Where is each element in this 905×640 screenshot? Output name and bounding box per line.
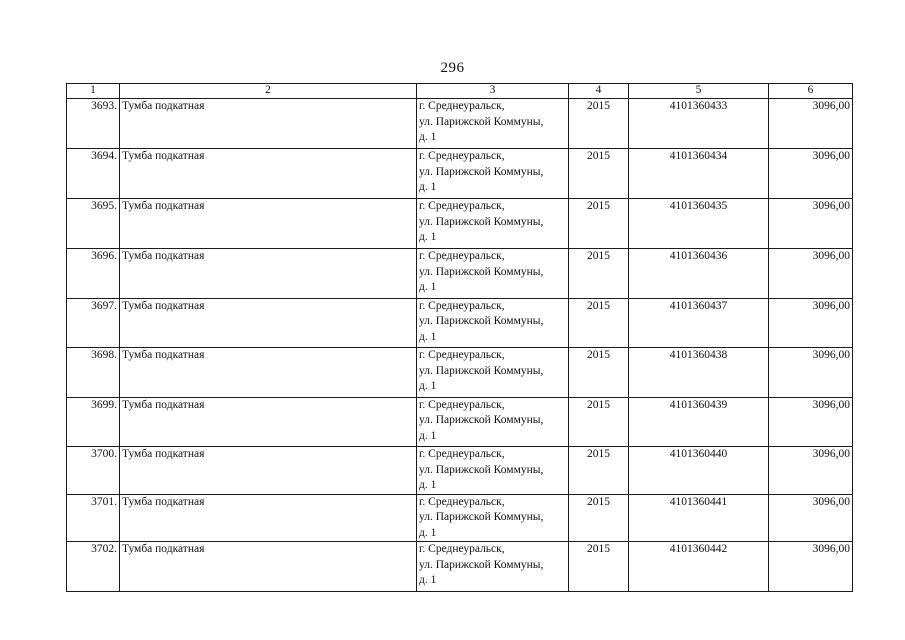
inventory-number: 4101360437 — [629, 298, 769, 348]
item-name: Тумба подкатная — [120, 397, 417, 447]
row-number: 3697. — [67, 298, 120, 348]
item-cost: 3096,00 — [769, 447, 853, 495]
address-line: ул. Парижской Коммуны, — [419, 115, 544, 128]
address-line: г. Среднеуральск, — [419, 349, 505, 361]
address-line: г. Среднеуральск, — [419, 543, 505, 555]
address-line: г. Среднеуральск, — [419, 250, 505, 262]
address-line: д. 1 — [419, 380, 437, 392]
address-line: д. 1 — [419, 281, 437, 293]
inventory-number: 4101360434 — [629, 149, 769, 199]
item-year: 2015 — [569, 199, 629, 249]
table-row — [67, 249, 853, 299]
address-line: г. Среднеуральск, — [419, 150, 505, 162]
address-line: г. Среднеуральск, — [419, 448, 505, 460]
address-line: ул. Парижской Коммуны, — [419, 414, 544, 426]
row-number: 3701. — [67, 494, 120, 542]
inventory-number: 4101360438 — [629, 348, 769, 398]
column-header-6: 6 — [769, 84, 853, 99]
item-address — [417, 397, 569, 447]
table-row — [67, 447, 853, 495]
item-name: Тумба подкатная — [120, 348, 417, 398]
item-cost: 3096,00 — [769, 542, 853, 592]
address-line: д. 1 — [419, 181, 437, 193]
item-year: 2015 — [569, 99, 629, 149]
column-header-5: 5 — [629, 84, 769, 99]
address-line: д. 1 — [419, 231, 437, 243]
item-address — [417, 149, 569, 199]
inventory-number: 4101360433 — [629, 99, 769, 149]
address-line: ул. Парижской Коммуны, — [419, 558, 544, 571]
item-address — [417, 249, 569, 299]
item-name: Тумба подкатная — [120, 298, 417, 348]
address-line: г. Среднеуральск, — [419, 200, 505, 212]
item-name: Тумба подкатная — [120, 249, 417, 299]
column-header-4: 4 — [569, 84, 629, 99]
page-number: 296 — [440, 60, 465, 76]
address-line: д. 1 — [419, 429, 437, 442]
item-year: 2015 — [569, 447, 629, 495]
item-name: Тумба подкатная — [120, 199, 417, 249]
inventory-number: 4101360442 — [629, 542, 769, 592]
item-year: 2015 — [569, 542, 629, 592]
table-row — [67, 348, 853, 398]
table-row — [67, 99, 853, 149]
item-cost: 3096,00 — [769, 249, 853, 299]
address-line: ул. Парижской Коммуны, — [419, 315, 544, 327]
item-cost: 3096,00 — [769, 99, 853, 149]
row-number: 3695. — [67, 199, 120, 249]
item-cost: 3096,00 — [769, 348, 853, 398]
inventory-number: 4101360436 — [629, 249, 769, 299]
address-line: ул. Парижской Коммуны, — [419, 215, 544, 228]
address-line: ул. Парижской Коммуны, — [419, 364, 544, 377]
address-line: д. 1 — [419, 479, 437, 491]
address-line: ул. Парижской Коммуны, — [419, 265, 544, 278]
column-header-1: 1 — [67, 84, 120, 99]
row-number: 3698. — [67, 348, 120, 398]
item-address — [417, 542, 569, 592]
address-line: г. Среднеуральск, — [419, 398, 505, 411]
address-line: д. 1 — [419, 330, 437, 343]
item-name: Тумба подкатная — [120, 99, 417, 149]
item-address — [417, 348, 569, 398]
column-header-3: 3 — [417, 84, 569, 99]
address-line: г. Среднеуральск, — [419, 100, 505, 112]
item-year: 2015 — [569, 397, 629, 447]
item-cost: 3096,00 — [769, 397, 853, 447]
item-address — [417, 99, 569, 149]
item-address — [417, 199, 569, 249]
address-line: д. 1 — [419, 131, 437, 143]
item-name: Тумба подкатная — [120, 447, 417, 495]
item-year: 2015 — [569, 348, 629, 398]
item-year: 2015 — [569, 149, 629, 199]
item-address — [417, 298, 569, 348]
row-number: 3693. — [67, 99, 120, 149]
item-cost: 3096,00 — [769, 494, 853, 542]
address-line: ул. Парижской Коммуны, — [419, 165, 544, 178]
row-number: 3699. — [67, 397, 120, 447]
table-row — [67, 397, 853, 447]
inventory-table — [66, 83, 853, 592]
inventory-number: 4101360441 — [629, 494, 769, 542]
address-line: д. 1 — [419, 574, 437, 586]
item-cost: 3096,00 — [769, 149, 853, 199]
address-line: г. Среднеуральск, — [419, 299, 505, 312]
item-year: 2015 — [569, 298, 629, 348]
table-body — [67, 99, 853, 592]
item-cost: 3096,00 — [769, 298, 853, 348]
table-row — [67, 542, 853, 592]
inventory-number: 4101360440 — [629, 447, 769, 495]
table-row — [67, 199, 853, 249]
inventory-number: 4101360439 — [629, 397, 769, 447]
address-line: ул. Парижской Коммуны, — [419, 511, 544, 523]
address-line: д. 1 — [419, 526, 437, 539]
item-name: Тумба подкатная — [120, 542, 417, 592]
row-number: 3700. — [67, 447, 120, 495]
item-name: Тумба подкатная — [120, 494, 417, 542]
column-header-2: 2 — [120, 84, 417, 99]
header-row — [67, 84, 853, 99]
inventory-number: 4101360435 — [629, 199, 769, 249]
table-row — [67, 494, 853, 542]
row-number: 3702. — [67, 542, 120, 592]
table-row — [67, 298, 853, 348]
item-year: 2015 — [569, 249, 629, 299]
item-name: Тумба подкатная — [120, 149, 417, 199]
address-line: г. Среднеуральск, — [419, 495, 505, 508]
table-row — [67, 149, 853, 199]
address-line: ул. Парижской Коммуны, — [419, 463, 544, 476]
item-cost: 3096,00 — [769, 199, 853, 249]
item-address — [417, 494, 569, 542]
row-number: 3694. — [67, 149, 120, 199]
item-year: 2015 — [569, 494, 629, 542]
item-address — [417, 447, 569, 495]
row-number: 3696. — [67, 249, 120, 299]
